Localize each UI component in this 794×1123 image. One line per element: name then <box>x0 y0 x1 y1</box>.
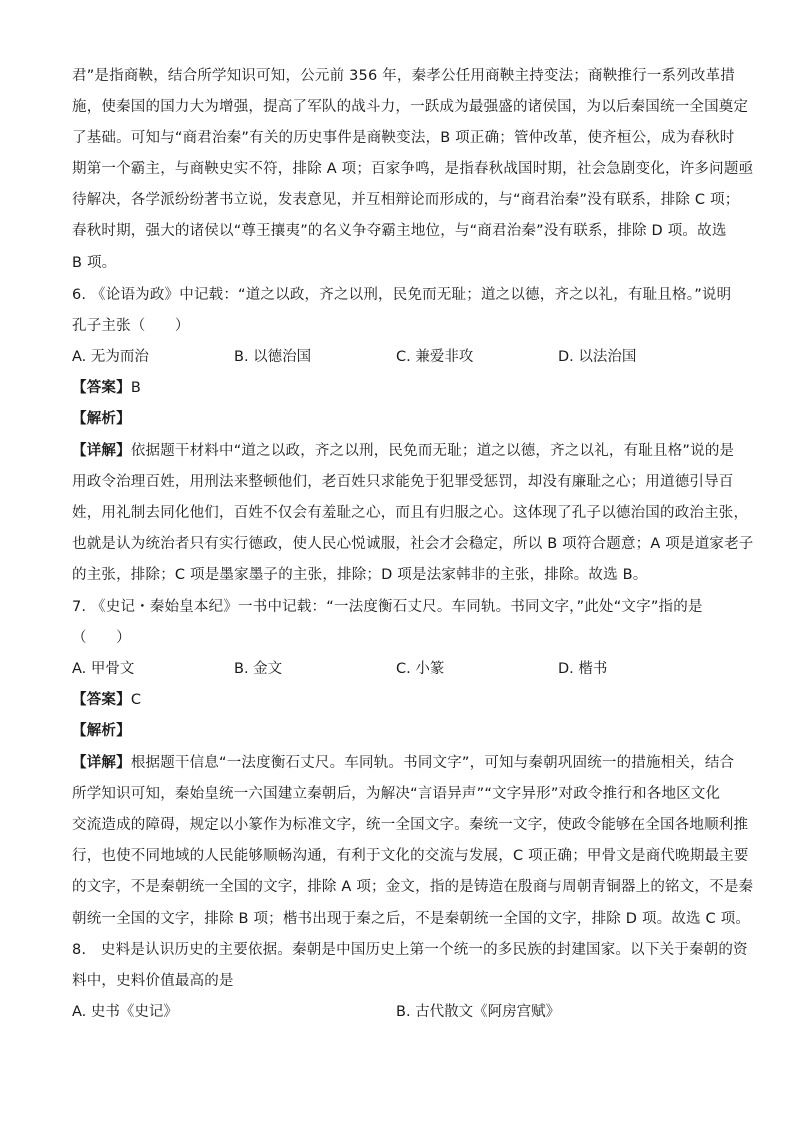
text-line: 了基础。可知与“商君治秦”有关的历史事件是商鞅变法，B 项正确；管仲改革，使齐桓公，成为春秋时 <box>72 130 735 146</box>
question-6-stem: 6. 《论语为政》中记载：“道之以政，齐之以刑，民免而无耻；道之以德，齐之以礼，有耻且格。”说明 <box>72 287 732 303</box>
option-d: D. 以法治国 <box>558 349 637 365</box>
question-7-stem: （ ） <box>72 630 131 646</box>
text-line: 用政令治理百姓，用刑法来整顿他们，老百姓只求能免于犯罪受惩罚，却没有廉耻之心；用道德引导百 <box>72 474 734 490</box>
text-line: 也就是认为统治者只有实行德政，使人民心悦诚服，社会才会稳定，所以 B 项符合题意；A 项是道家老子 <box>72 536 754 552</box>
answer-line <box>72 378 732 398</box>
question-7-stem: 7. 《史记・秦始皇本纪》一书中记载：“一法度衡石丈尺。车同轨。书同文字，”此处“文字”指的是 <box>72 599 703 615</box>
detail-tag: 【详解】 <box>72 755 131 771</box>
text-line: 所学知识可知，秦始皇统一六国建立秦朝后，为解决“言语异声”“文字异形”对政令推行和各地区文化 <box>72 786 721 802</box>
question-8-stem: 料中，史料价值最高的是 <box>72 973 234 989</box>
question-7-options <box>72 659 732 679</box>
analysis-line <box>72 721 732 741</box>
question-6-options <box>72 347 732 367</box>
answer-value: B <box>130 380 141 396</box>
option-b: B. 金文 <box>234 661 283 677</box>
option-c: C. 小篆 <box>396 661 445 677</box>
text-line: 期第一个霸主，与商鞅史实不符，排除 A 项；百家争鸣，是指春秋战国时期，社会急剧变化，许多问题亟 <box>72 161 754 177</box>
text-line: 君”是指商鞅，结合所学知识可知，公元前 356 年，秦孝公任用商鞅主持变法；商鞅推行一系列改革措 <box>72 68 736 84</box>
option-b: B. 以德治国 <box>234 349 312 365</box>
detail-text: 依据题干材料中“道之以政，齐之以刑，民免而无耻；道之以德，齐之以礼，有耻且格”说的是 <box>130 443 735 459</box>
question-8-options <box>72 1002 732 1022</box>
text-line: 行，也使不同地域的人民能够顺畅沟通，有利于文化的交流与发展，C 项正确；甲骨文是商代晚期最主要 <box>72 848 749 864</box>
detail-line <box>72 753 735 773</box>
answer-line <box>72 690 732 710</box>
detail-line <box>72 441 735 461</box>
text-line: B 项。 <box>72 255 117 271</box>
text-line: 施，使秦国的国力大为增强，提高了军队的战斗力，一跃成为最强盛的诸侯国，为以后秦国统一全国奠定 <box>72 99 749 115</box>
analysis-tag: 【解析】 <box>72 411 131 427</box>
text-line: 春秋时期，强大的诸侯以“尊王攘夷”的名义争夺霸主地位，与“商君治秦”没有联系，排除 D 项。故选 <box>72 223 727 239</box>
text-line: 的文字，不是秦朝统一全国的文字，排除 A 项；金文，指的是铸造在殷商与周朝青铜器上的铭文，不是秦 <box>72 879 754 895</box>
option-a: A. 史书《史记》 <box>72 1004 178 1020</box>
question-6-stem: 孔子主张（ ） <box>72 318 190 334</box>
option-d: D. 楷书 <box>558 661 608 677</box>
text-line: 朝统一全国的文字，排除 B 项；楷书出现于秦之后，不是秦朝统一全国的文字，排除 D 项。故选 C 项。 <box>72 911 751 927</box>
detail-text: 根据题干信息“一法度衡石丈尺。车同轨。书同文字”，可知与秦朝巩固统一的措施相关，结合 <box>130 755 735 771</box>
analysis-tag: 【解析】 <box>72 723 131 739</box>
question-8-stem: 8. 史料是认识历史的主要依据。秦朝是中国历史上第一个统一的多民族的封建国家。以下关于秦朝的资 <box>72 942 748 958</box>
text-line: 姓，用礼制去同化他们，百姓不仅会有羞耻之心，而且有归服之心。这体现了孔子以德治国的政治主张， <box>72 505 749 521</box>
option-c: C. 兼爱非攻 <box>396 349 474 365</box>
text-line: 交流造成的障碍，规定以小篆作为标准文字，统一全国文字。秦统一文字，使政令能够在全国各地顺利推 <box>72 817 749 833</box>
option-a: A. 无为而治 <box>72 349 149 365</box>
option-a: A. 甲骨文 <box>72 661 135 677</box>
answer-value: C <box>130 692 142 708</box>
detail-tag: 【详解】 <box>72 443 131 459</box>
answer-tag: 【答案】 <box>72 380 131 396</box>
analysis-line <box>72 409 732 429</box>
text-line: 待解决，各学派纷纷著书立说，发表意见，并互相辩论而形成的，与“商君治秦”没有联系，排除 C 项； <box>72 192 740 208</box>
text-line: 的主张，排除；C 项是墨家墨子的主张，排除；D 项是法家韩非的主张，排除。故选 B。 <box>72 567 648 583</box>
answer-tag: 【答案】 <box>72 692 131 708</box>
option-b: B. 古代散文《阿房宫赋》 <box>396 1004 561 1020</box>
